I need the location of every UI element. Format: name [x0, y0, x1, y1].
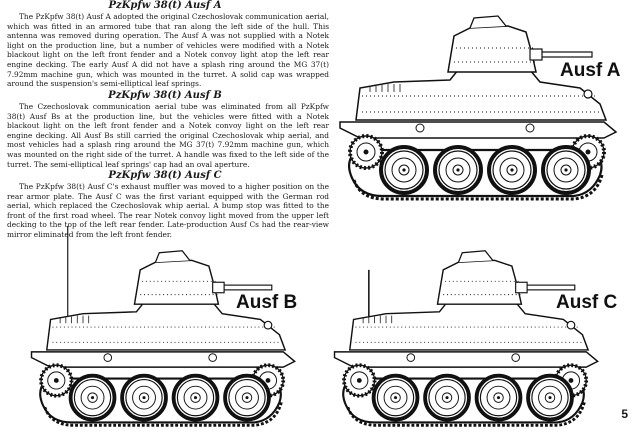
section-c-text: The PzKpfw 38(t) Ausf C's exhaust muffler was moved to a higher position on the rear armor plate. The Ausf C was the first variant equipped with the German rod aerial, which replaced the Czechoslovak whip aerial. A bump stop was fitted to the front of the first road wheel. The rear Notek convoy light moved from the upper left decking to the top of the left rear fender. Late-production Ausf Cs had the rear-view mirror eliminated from the left front fender.: [7, 182, 329, 239]
section-c-heading: PzKpfw 38(t) Ausf C: [108, 170, 222, 181]
tank-illustration-ausf-b: [15, 226, 315, 431]
section-a-text: The PzKpfw 38(t) Ausf A adopted the original Czechoslovak communication aerial, which was fitted in an armored tube that ran along the left side of the hull. This antenna was removed during operation. The Ausf A was not supplied with a Notek light on the production line, but a number of vehicles were modified with a Notek blackout light on the left front fender and a Notek convoy light atop the left rear engine decking. The early Ausf A did not have a splash ring around the MG 37(t) 7.92mm machine gun, which was mounted in the turret. A solid cap was wrapped around the suspension's semi-elliptical leaf springs.: [7, 12, 329, 89]
tank-illustration-ausf-a: [330, 0, 630, 210]
section-b-heading: PzKpfw 38(t) Ausf B: [108, 90, 222, 101]
ausf-a-label: Ausf A: [560, 60, 621, 81]
section-a-heading: PzKpfw 38(t) Ausf A: [108, 0, 222, 11]
section-b-text: The Czechoslovak communication aerial tube was eliminated from all PzKpfw 38(t) Ausf Bs at the production line, but the vehicles were fitted with a Notek blackout light on the left front fender and a Notek convoy light on the left rear engine decking. All Ausf Bs still carried the original Czechoslovak whip aerial, and most vehicles had a splash ring around the MG 37(t) 7.92mm machine gun, which was mounted on the right side of the turret. A handle was fixed to the left side of the turret. The semi-elliptical leaf springs' cap had an oval aperture.: [7, 102, 329, 169]
tank-illustration-ausf-c: [318, 226, 618, 431]
page-number: 5: [621, 407, 628, 421]
ausf-c-label: Ausf C: [556, 292, 618, 313]
ausf-b-label: Ausf B: [236, 292, 298, 313]
